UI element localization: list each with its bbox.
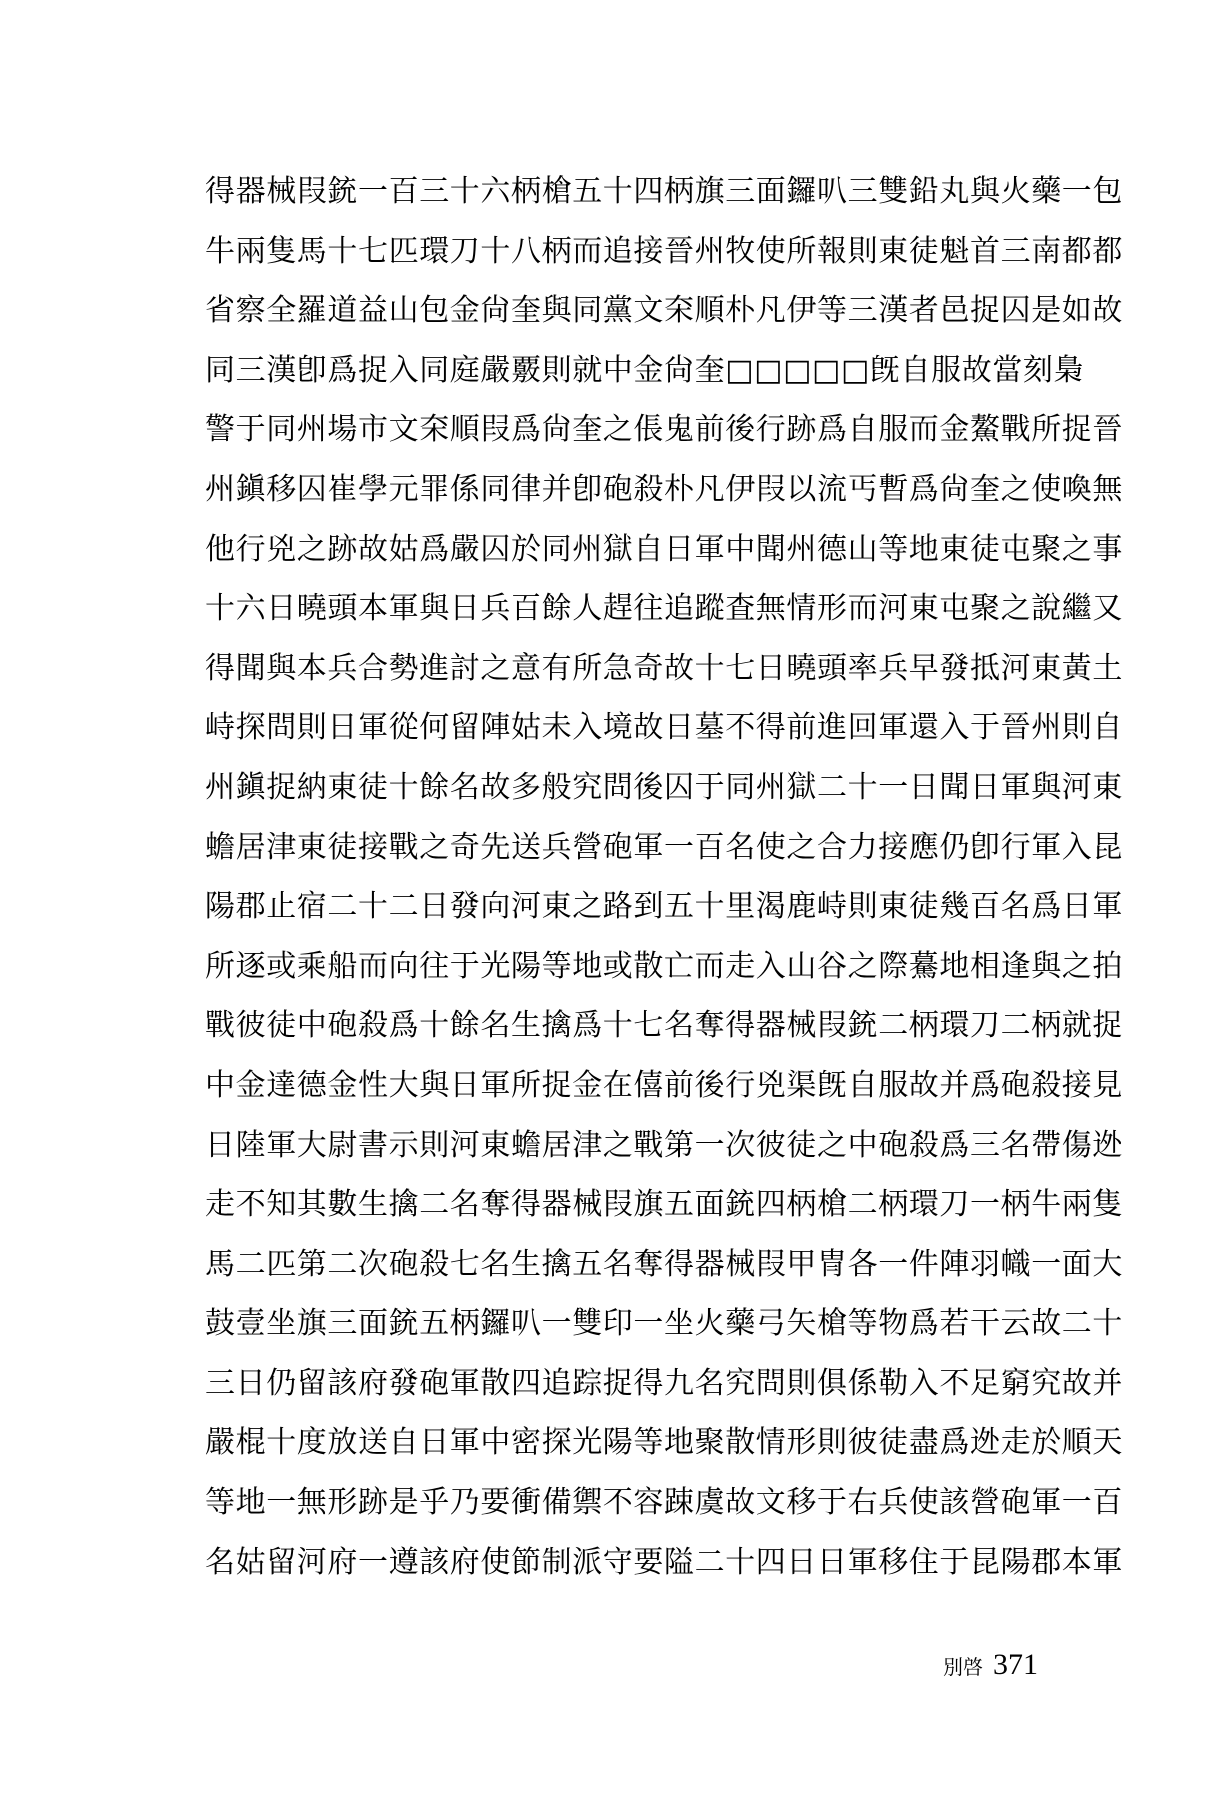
text-line: 日陸軍大尉書示則河東蟾居津之戰第一次彼徒之中砲殺爲三名帶傷迯 bbox=[205, 1127, 1123, 1163]
text-line: 同三漢卽爲捉入同庭嚴覈則就中金尙奎□□□□□旣自服故當刻梟 bbox=[205, 352, 1085, 388]
body-text bbox=[205, 168, 1123, 1598]
text-line: 蟾居津東徒接戰之奇先送兵營砲軍一百名使之合力接應仍卽行軍入昆 bbox=[205, 829, 1123, 865]
text-line: 州鎭移囚崔學元罪係同律并卽砲殺朴凡伊叚以流丐暫爲尙奎之使喚無 bbox=[205, 471, 1123, 507]
text-line: 戰彼徒中砲殺爲十餘名生擒爲十七名奪得器械叚銃二柄環刀二柄就捉 bbox=[205, 1008, 1123, 1044]
text-line: 走不知其數生擒二名奪得器械叚旗五面銃四柄槍二柄環刀一柄牛兩隻 bbox=[205, 1187, 1123, 1223]
text-line: 警于同州場市文㚓順叚爲尙奎之倀鬼前後行跡爲自服而金鰲戰所捉晉 bbox=[205, 412, 1123, 448]
text-line: 三日仍留該府發砲軍散四追踪捉得九名究問則俱係勒入不足窮究故并 bbox=[205, 1365, 1123, 1401]
text-line: 等地一無形跡是乎乃要衝備禦不容踈虞故文移于右兵使該營砲軍一百 bbox=[205, 1485, 1123, 1521]
page-footer bbox=[943, 1648, 1038, 1682]
text-line: 嚴棍十度放送自日軍中密探光陽等地聚散情形則彼徒盡爲迯走於順天 bbox=[205, 1425, 1123, 1461]
text-line: 十六日曉頭本軍與日兵百餘人趕往追蹤査無情形而河東屯聚之說繼又 bbox=[205, 591, 1123, 627]
text-line: 名姑留河府一遵該府使節制派守要隘二十四日日軍移住于昆陽郡本軍 bbox=[205, 1544, 1123, 1580]
text-line: 州鎭捉納東徒十餘名故多般究問後囚于同州獄二十一日聞日軍與河東 bbox=[205, 769, 1123, 805]
text-line: 得器械叚銃一百三十六柄槍五十四柄旗三面鑼叭三雙鉛丸與火藥一包 bbox=[205, 174, 1123, 209]
text-line: 中金達德金性大與日軍所捉金在僖前後行兇渠旣自服故并爲砲殺接見 bbox=[205, 1067, 1123, 1103]
text-line: 省察全羅道益山包金尙奎與同黨文㚓順朴凡伊等三漢者邑捉囚是如故 bbox=[205, 293, 1123, 329]
text-line: 馬二匹第二次砲殺七名生擒五名奪得器械叚甲冑各一件陣羽幟一面大 bbox=[205, 1246, 1123, 1282]
page-number: 371 bbox=[993, 1648, 1038, 1681]
text-line: 陽郡止宿二十二日發向河東之路到五十里渴鹿峙則東徒幾百名爲日軍 bbox=[205, 889, 1123, 925]
text-line: 牛兩隻馬十七匹環刀十八柄而追接晉州牧使所報則東徒魁首三南都都 bbox=[205, 233, 1123, 269]
text-line: 所逐或乘船而向往于光陽等地或散亡而走入山谷之際驀地相逢與之拍 bbox=[205, 948, 1123, 984]
text-line: 峙探問則日軍從何留陣姑未入境故日墓不得前進回軍還入于晉州則自 bbox=[205, 710, 1123, 746]
section-label: 別啓 bbox=[943, 1656, 983, 1679]
text-line: 他行兇之跡故姑爲嚴囚於同州獄自日軍中聞州德山等地東徒屯聚之事 bbox=[205, 531, 1123, 567]
text-line: 鼓壹坐旗三面銃五柄鑼叭一雙印一坐火藥弓矢槍等物爲若干云故二十 bbox=[205, 1306, 1123, 1342]
text-line: 得聞與本兵合勢進討之意有所急奇故十七日曉頭率兵早發抵河東黃土 bbox=[205, 650, 1123, 686]
